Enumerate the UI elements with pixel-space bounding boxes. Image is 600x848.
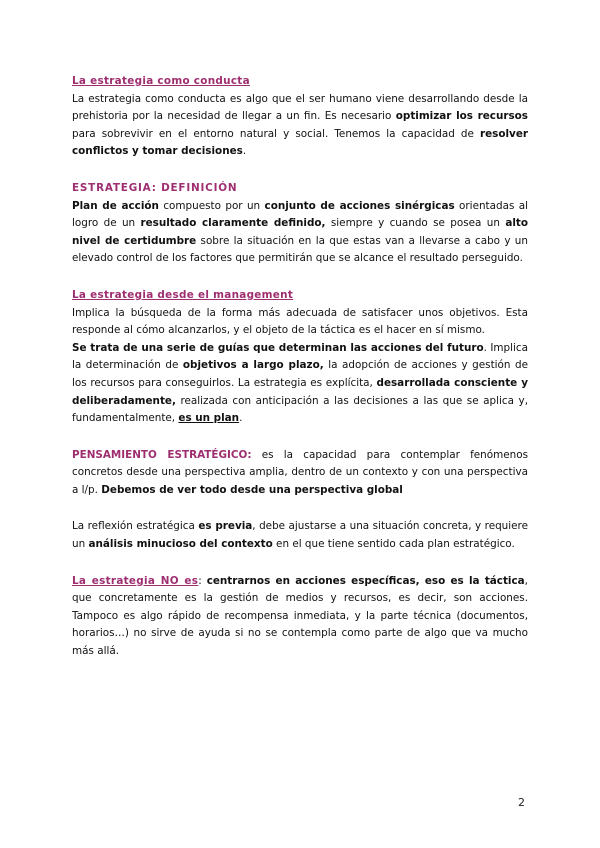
page-content [72,73,528,680]
heading-pensamiento-estrategico: PENSAMIENTO ESTRATÉGICO: [72,448,252,461]
bold-run: optimizar los recursos [395,110,528,123]
text-run: siempre y cuando se posea un [325,217,506,230]
text-run: . [239,412,243,425]
paragraph-pensamiento-estrategico [72,447,528,500]
section-heading [72,287,528,305]
bold-run: alto nivel de certidumbre [72,217,528,247]
text-run: para sobrevivir en el entorno natural y social. Tenemos la capacidad de [72,127,480,140]
bold-run: objetivos a largo plazo, [182,359,324,372]
paragraph-estrategia-conducta [72,91,528,161]
bold-run: análisis minucioso del contexto [88,538,273,551]
paragraph-management-2 [72,340,528,428]
bold-underlined-run: es un plan [178,412,240,425]
bold-run: Plan de acción [72,199,159,212]
text-run: la adopción de acciones y gestión de los recursos para conseguirlos. La estrategia es explícita, [72,359,529,389]
paragraph-estrategia-no-es [72,573,528,661]
bold-run: Debemos de ver todo desde una perspectiva global [101,483,403,496]
text-run: es la capacidad para contemplar fenómenos concretos desde una perspectiva amplia, dentro de un contexto y con una perspectiva a l/p. [72,448,528,496]
text-run: compuesto por un [158,199,265,212]
text-run: , debe ajustarse a una situación concreta, y requiere un [72,520,528,551]
bold-run: resolver conflictos y tomar decisiones [72,127,528,158]
paragraph-definicion [72,198,528,268]
heading-estrategia-management: La estrategia desde el management [72,288,294,301]
bold-run: es previa [198,520,253,533]
heading-estrategia-conducta: La estrategia como conducta [72,75,250,87]
text-run: en el que tiene sentido cada plan estratégico. [272,538,515,551]
text-run: , que concretamente es la gestión de medios y recursos, es decir, son acciones. Tampoco es algo rápido de recompensa inmediata, y la parte técnica (documentos, horarios…) no sirve de ayuda si no se contempla como parte de algo que va mucho más allá. [72,574,528,658]
text-run: realizada con anticipación a las decisiones a las que se aplica y, fundamentalmente, [72,394,528,425]
text-run: : [198,574,207,587]
paragraph-reflexion-estrategica [72,518,528,553]
section-heading [72,73,528,91]
text-run: sobre la situación en la que estas van a llevarse a cabo y un elevado control de los factores que permitirán que se alcance el resultado perseguido. [72,234,528,265]
text-run: . Implica la determinación de [72,341,528,372]
page-number: 2 [518,796,525,809]
bold-run: centrarnos en acciones específicas, eso es la táctica [206,574,525,587]
bold-run: desarrollada consciente y deliberadamente, [72,376,528,407]
paragraph-management-1 [72,305,528,340]
heading-estrategia-definicion: ESTRATEGIA: DEFINICIÓN [72,181,238,194]
text-run: Implica la búsqueda de la forma más adecuada de satisfacer unos objetivos. Esta responde al cómo alcanzarlos, y el objeto de la táctica es el hacer en sí mismo. [72,306,528,337]
heading-estrategia-no-es: La estrategia NO es [72,574,199,587]
text-run: La estrategia como conducta es algo que el ser humano viene desarrollando desde la prehistoria por la necesidad de llegar a un fin. Es necesario [72,92,528,123]
section-heading [72,180,528,198]
bold-run: conjunto de acciones sinérgicas [264,199,455,212]
bold-run: resultado claramente definido, [140,217,326,230]
text-run: La reflexión estratégica [72,520,199,533]
bold-run: Se trata de una serie de guías que determinan las acciones del futuro [72,341,484,354]
text-run: orientadas al logro de un [72,199,529,230]
text-run: . [242,145,247,158]
